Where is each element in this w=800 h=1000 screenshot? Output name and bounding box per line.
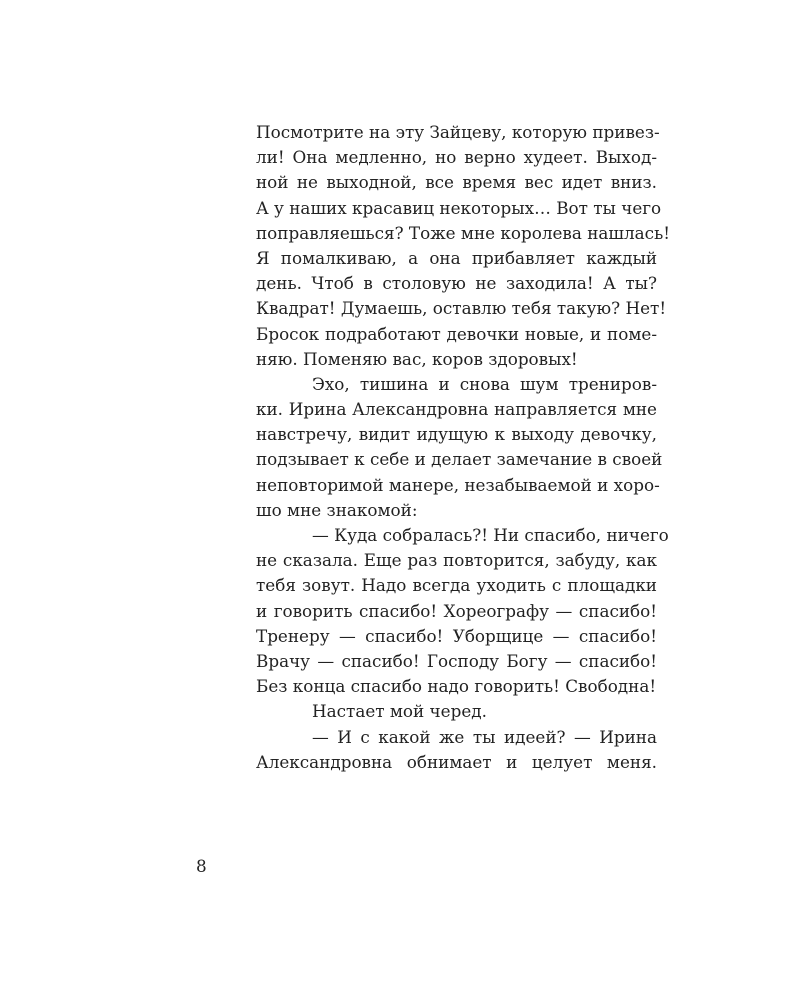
text-line: — Куда собралась?! Ни спасибо, ничего [312, 525, 669, 545]
text-line: няю. Поменяю вас, коров здоровых! [256, 348, 578, 369]
text-line: Бросок подработают девочки новые, и поме- [256, 323, 657, 344]
text-line: Квадрат! Думаешь, оставлю тебя такую? Нет! [256, 298, 667, 319]
text-line: день. Чтоб в столовую не заходила! А ты? [256, 273, 657, 294]
text-line: ли! Она медленно, но верно худеет. Выход- [256, 147, 657, 168]
text-line: подзывает к себе и делает замечание в своей [256, 449, 663, 470]
page-number: 8 [196, 856, 207, 876]
text-line: шо мне знакомой: [256, 499, 418, 520]
text-line: Врачу — спасибо! Господу Богу — спасибо! [256, 650, 657, 671]
text-line: Александровна обнимает и целует меня. [256, 751, 657, 772]
text-line: Настает мой черед. [312, 701, 487, 722]
text-line: Тренеру — спасибо! Уборщице — спасибо! [256, 625, 657, 646]
body-text [256, 120, 670, 775]
text-line: Посмотрите на эту Зайцеву, которую привез- [256, 122, 660, 142]
text-line: — И с какой же ты идеей? — Ирина [312, 726, 657, 747]
text-line: ной не выходной, все время вес идет вниз. [256, 172, 657, 193]
text-line: Без конца спасибо надо говорить! Свободна! [256, 676, 657, 697]
text-line: Я помалкиваю, а она прибавляет каждый [256, 247, 657, 268]
text-line: навстречу, видит идущую к выходу девочку, [256, 424, 657, 445]
text-line: не сказала. Еще раз повторится, забуду, как [256, 550, 657, 571]
text-line: тебя зовут. Надо всегда уходить с площадки [256, 575, 657, 596]
text-line: Эхо, тишина и снова шум трениров- [312, 373, 657, 394]
text-line: неповторимой манере, незабываемой и хоро- [256, 474, 660, 495]
text-line: и говорить спасибо! Хореографу — спасибо! [256, 600, 657, 621]
text-line: поправляешься? Тоже мне королева нашлась! [256, 222, 670, 243]
text-line: А у наших красавиц некоторых… Вот ты чего [256, 197, 662, 218]
text-line: ки. Ирина Александровна направляется мне [256, 399, 657, 420]
